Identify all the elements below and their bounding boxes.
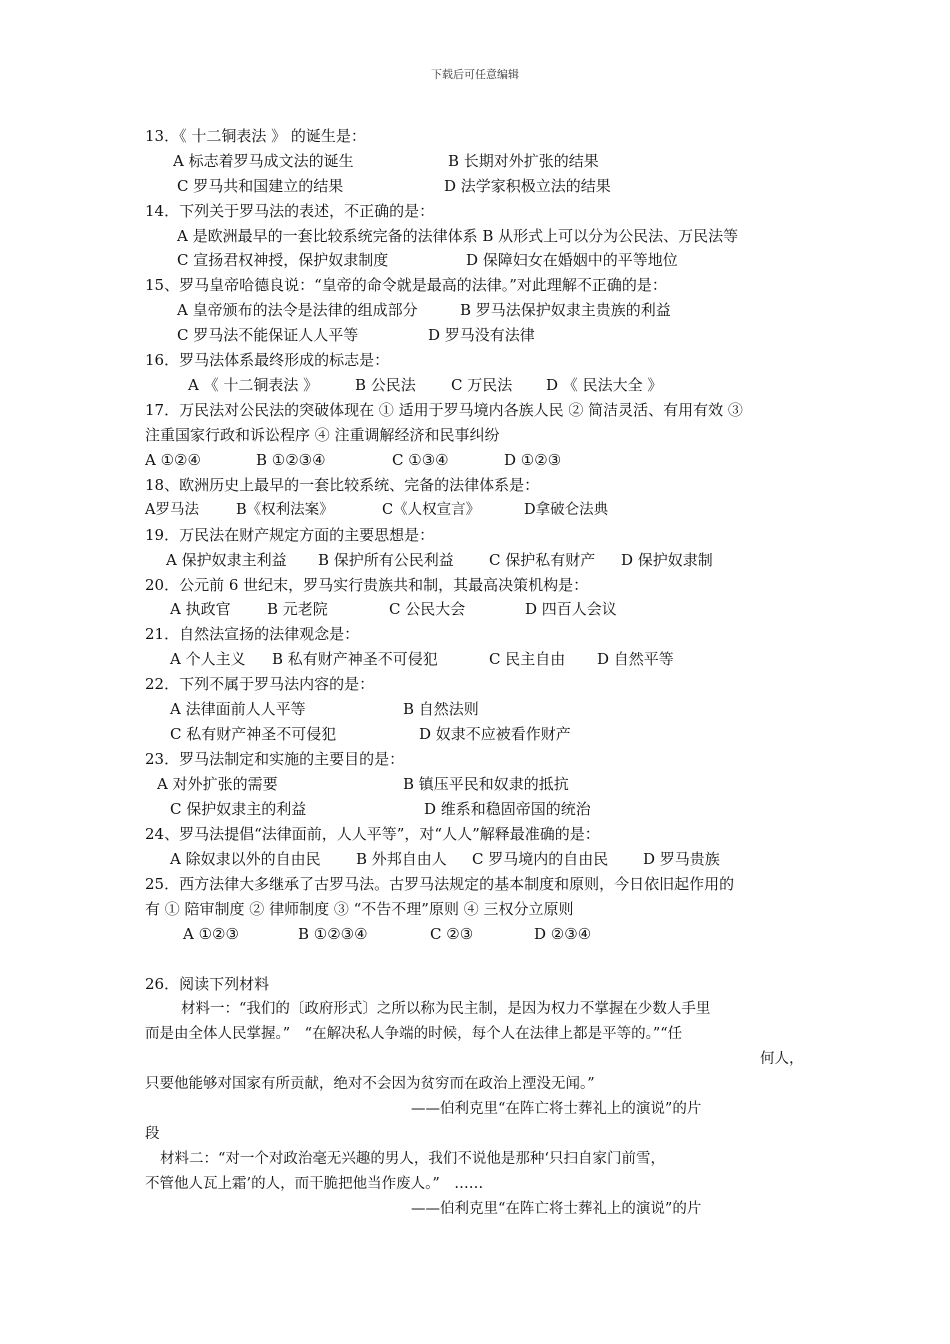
option-a: A 法律面前人人平等 — [170, 700, 306, 718]
option-c: C《人权宣言》 — [382, 502, 481, 518]
question-21-stem: 21．自然法宣扬的法律观念是： — [145, 625, 360, 643]
option-c: C 宣扬君权神授，保护奴隶制度 — [177, 251, 389, 269]
material-1-line-1: 材料一：“我们的〔政府形式〕之所以称为民主制，是因为权力不掌握在少数人手里 — [181, 1001, 711, 1017]
option-b: B 私有财产神圣不可侵犯 — [272, 650, 438, 668]
option-a: A 执政官 — [170, 600, 231, 618]
option-d: D 罗马贵族 — [643, 850, 720, 868]
question-20-stem: 20．公元前 6 世纪末，罗马实行贵族共和制，其最高决策机构是： — [145, 576, 589, 594]
material-1-source: ——伯利克里“在阵亡将士葬礼上的演说”的片 — [411, 1101, 702, 1117]
option-a-b: A 是欧洲最早的一套比较系统完备的法律体系 B 从形式上可以分为公民法、万民法等 — [177, 227, 739, 245]
option-d: D 奴隶不应被看作财产 — [419, 725, 571, 743]
option-b: B 镇压平民和奴隶的抵抗 — [403, 775, 569, 793]
material-2-line-2: 不管他人瓦上霜’的人，而干脆把他当作废人。” …… — [145, 1176, 484, 1192]
option-c: C 万民法 — [451, 376, 513, 394]
option-b: B 自然法则 — [403, 700, 479, 718]
option-d: D 保障妇女在婚姻中的平等地位 — [466, 251, 678, 269]
option-d: D 《 民法大全 》 — [546, 376, 663, 394]
option-c: C 罗马共和国建立的结果 — [177, 177, 344, 195]
option-d: D 法学家积极立法的结果 — [444, 177, 611, 195]
option-a: A 《 十二铜表法 》 — [188, 376, 319, 394]
option-b: B《权利法案》 — [236, 502, 334, 518]
option-d: D 保护奴隶制 — [621, 551, 713, 569]
question-23-stem: 23．罗马法制定和实施的主要目的是： — [145, 750, 405, 768]
question-16-stem: 16．罗马法体系最终形成的标志是： — [145, 351, 390, 369]
option-a: A 个人主义 — [170, 650, 246, 668]
option-c: C 私有财产神圣不可侵犯 — [170, 725, 337, 743]
option-c: C 民主自由 — [489, 650, 566, 668]
option-d: D 罗马没有法律 — [428, 326, 535, 344]
option-c: C 公民大会 — [389, 600, 466, 618]
option-d: D ②③④ — [534, 925, 592, 943]
option-c: C 罗马法不能保证人人平等 — [177, 326, 359, 344]
material-1-line-3: 何人， — [760, 1051, 804, 1067]
option-a: A ①②④ — [145, 451, 201, 469]
material-1-line-2: 而是由全体人民掌握。” “在解决私人争端的时候，每个人在法律上都是平等的。”“任 — [145, 1026, 683, 1042]
question-26-title: 26．阅读下列材料 — [145, 975, 270, 993]
option-a: A 除奴隶以外的自由民 — [170, 850, 321, 868]
option-a: A 标志着罗马成文法的诞生 — [173, 152, 354, 170]
option-a: A 皇帝颁布的法令是法律的组成部分 — [177, 301, 418, 319]
material-2-source: ——伯利克里“在阵亡将士葬礼上的演说”的片 — [411, 1201, 702, 1217]
question-19-stem: 19．万民法在财产规定方面的主要思想是： — [145, 526, 435, 544]
option-d: D 自然平等 — [597, 650, 674, 668]
option-c: C 保护奴隶主的利益 — [170, 800, 307, 818]
option-c: C ②③ — [430, 925, 474, 943]
option-a: A 保护奴隶主利益 — [166, 551, 287, 569]
question-25-stem: 25．西方法律大多继承了古罗马法。古罗马法规定的基本制度和原则，今日依旧起作用的 — [145, 875, 735, 893]
option-b: B ①②③④ — [298, 925, 368, 943]
question-25-stem-cont: 有 ① 陪审制度 ② 律师制度 ③ “不告不理”原则 ④ 三权分立原则 — [145, 900, 574, 918]
option-d: D拿破仑法典 — [524, 502, 609, 518]
option-b: B 公民法 — [355, 376, 416, 394]
option-b: B 保护所有公民利益 — [318, 551, 454, 569]
page-header: 下载后可任意编辑 — [431, 68, 519, 81]
question-14-stem: 14．下列关于罗马法的表述，不正确的是： — [145, 202, 435, 220]
material-1-line-4: 只要他能够对国家有所贡献，绝对不会因为贫穷而在政治上湮没无闻。” — [145, 1076, 595, 1092]
question-22-stem: 22．下列不属于罗马法内容的是： — [145, 675, 375, 693]
option-b: B 长期对外扩张的结果 — [448, 152, 599, 170]
option-c: C ①③④ — [392, 451, 449, 469]
question-15-stem: 15、罗马皇帝哈德良说：“皇帝的命令就是最高的法律。”对此理解不正确的是： — [145, 276, 667, 294]
option-c: C 保护私有财产 — [489, 551, 596, 569]
option-d: D ①②③ — [504, 451, 562, 469]
option-c: C 罗马境内的自由民 — [472, 850, 609, 868]
material-2-line-1: 材料二：“对一个对政治毫无兴趣的男人，我们不说他是那种‘只扫自家门前雪， — [160, 1151, 666, 1167]
question-18-stem: 18、欧洲历史上最早的一套比较系统、完备的法律体系是： — [145, 476, 540, 494]
question-24-stem: 24、罗马法提倡“法律面前，人人平等”，对“人人”解释最准确的是： — [145, 825, 600, 843]
option-a: A ①②③ — [183, 925, 239, 943]
option-b: B ①②③④ — [256, 451, 326, 469]
option-b: B 外邦自由人 — [356, 850, 447, 868]
question-17-stem-cont: 注重国家行政和诉讼程序 ④ 注重调解经济和民事纠纷 — [145, 426, 500, 444]
option-b: B 元老院 — [267, 600, 328, 618]
question-13-stem: 13．《 十二铜表法 》 的诞生是： — [145, 127, 366, 145]
option-d: D 维系和稳固帝国的统治 — [424, 800, 591, 818]
option-d: D 四百人会议 — [525, 600, 617, 618]
option-b: B 罗马法保护奴隶主贵族的利益 — [460, 301, 671, 319]
option-a: A罗马法 — [145, 502, 199, 518]
material-1-source-cont: 段 — [145, 1126, 160, 1142]
question-17-stem: 17．万民法对公民法的突破体现在 ① 适用于罗马境内各族人民 ② 简洁灵活、有用有效 ③ — [145, 401, 743, 419]
option-a: A 对外扩张的需要 — [157, 775, 278, 793]
